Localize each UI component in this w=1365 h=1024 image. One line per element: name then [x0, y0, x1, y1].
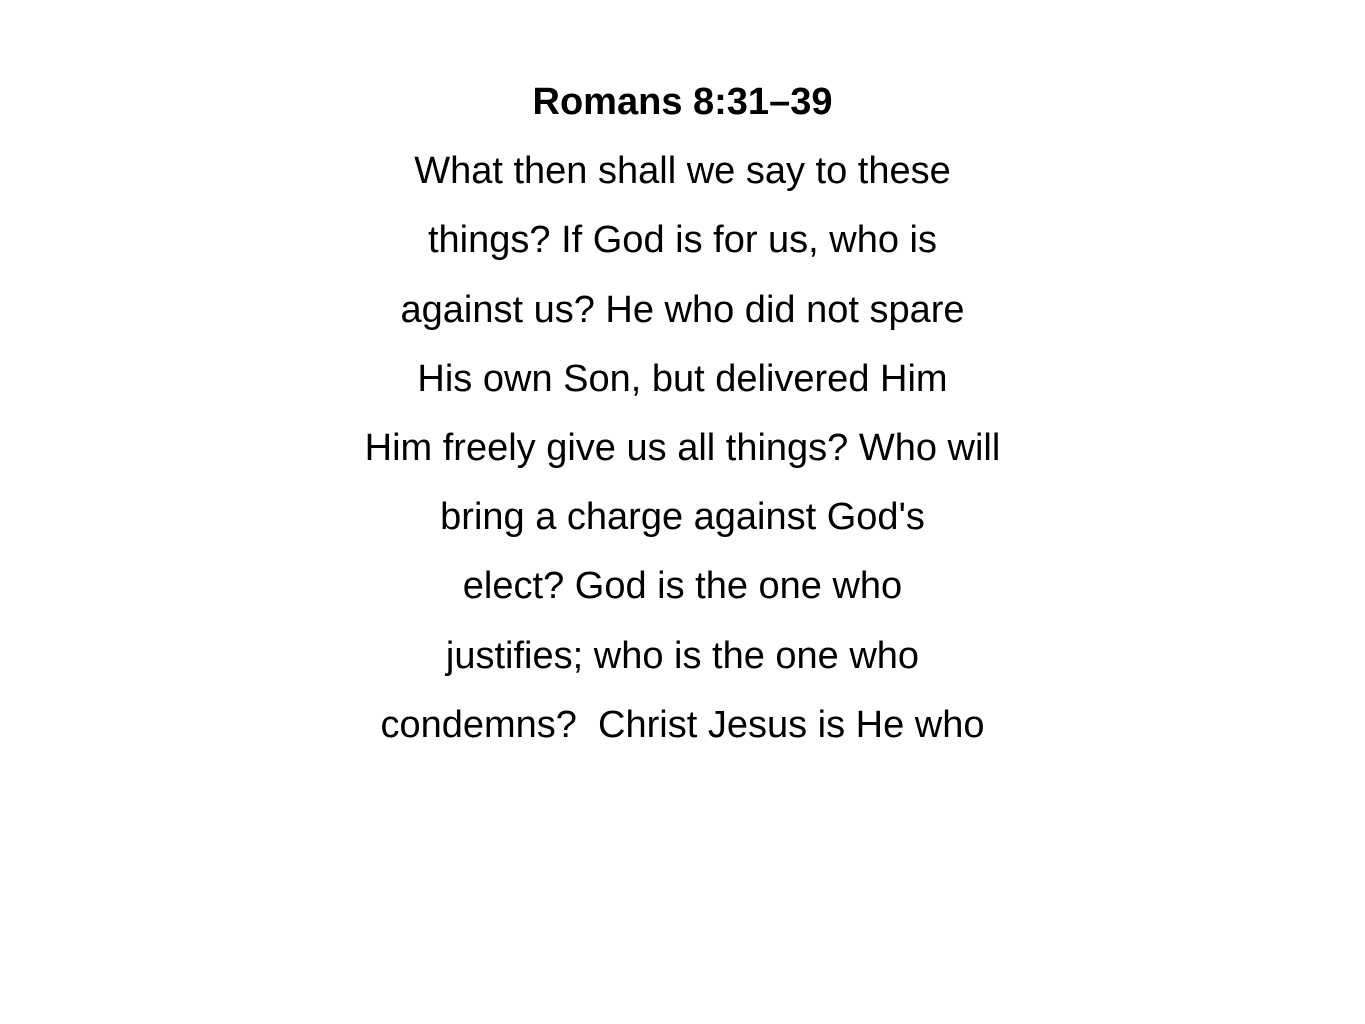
- passage-line-2: things? If God is for us, who is: [427, 219, 937, 262]
- passage-line-9: condemns? Christ Jesus is He who: [380, 703, 985, 746]
- passage-line-7: elect? God is the one who: [462, 565, 903, 608]
- scripture-passage: [0, 68, 1365, 760]
- passage-reference: Romans 8:31–39: [532, 81, 833, 123]
- passage-line-8: justifies; who is the one who: [445, 634, 920, 677]
- passage-line-3: against us? He who did not spare: [400, 288, 965, 331]
- passage-line-5: Him freely give us all things? Who will: [364, 427, 1001, 470]
- passage-line-6: bring a charge against God's: [440, 496, 925, 539]
- passage-line-4: His own Son, but delivered Him: [417, 357, 948, 400]
- passage-line-1: What then shall we say to these: [414, 150, 951, 193]
